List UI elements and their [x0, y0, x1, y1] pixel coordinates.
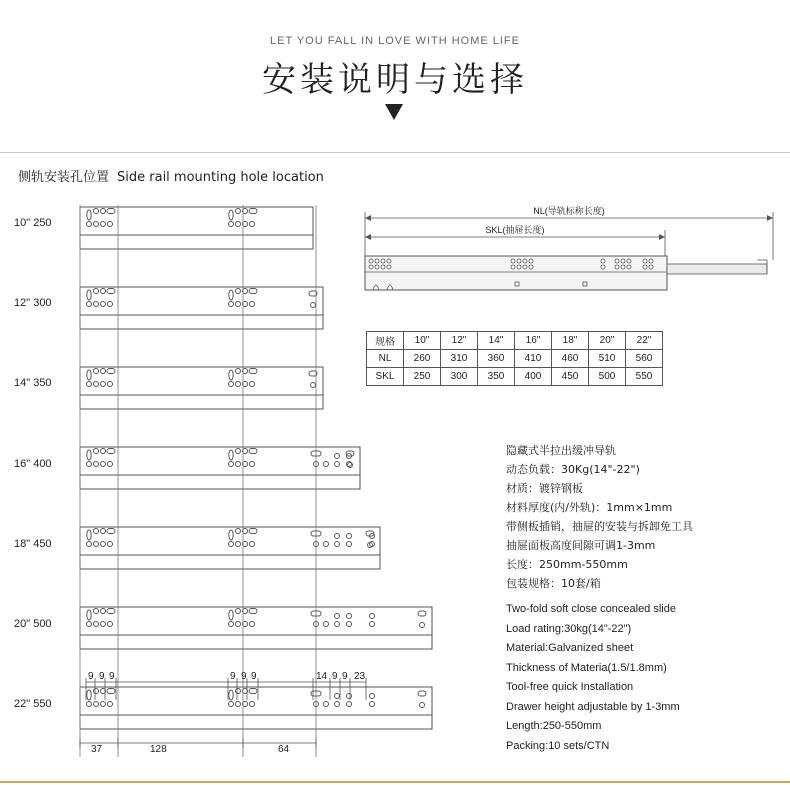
mount-hole	[236, 689, 241, 694]
mount-slot	[249, 529, 257, 534]
slide-hole	[529, 259, 533, 263]
mount-hole	[87, 530, 91, 540]
spec-table	[366, 331, 663, 386]
rear-hole	[347, 542, 352, 547]
slide-hole	[375, 265, 379, 269]
mount-slot	[249, 689, 257, 694]
rear-hole	[347, 702, 352, 707]
nl-label: NL(导轨标称长度)	[533, 206, 605, 216]
slide-hole	[621, 265, 625, 269]
size-label-20: 20" 500	[14, 618, 52, 630]
mount-hole	[108, 382, 113, 387]
slide-hole	[643, 265, 647, 269]
rail-diagram	[80, 527, 380, 569]
slide-hole	[517, 265, 521, 269]
mount-hole	[229, 530, 233, 540]
spec-header-cell: 18"	[552, 332, 589, 350]
slide-hole	[523, 259, 527, 263]
mount-hole	[236, 289, 241, 294]
rail-diagram	[80, 367, 323, 409]
mount-hole	[108, 622, 113, 627]
rear-hole	[347, 694, 352, 699]
mount-hole	[229, 222, 234, 227]
mount-hole	[94, 609, 99, 614]
rail-diagram	[80, 207, 313, 249]
mount-hole	[101, 289, 106, 294]
rear-hole	[370, 622, 375, 627]
mount-hole	[101, 369, 106, 374]
spec-cell: 350	[478, 368, 515, 386]
dim-top-6: 9	[251, 671, 257, 682]
mount-hole	[101, 382, 106, 387]
rear-hole	[335, 454, 340, 459]
info-cn-line: 材质：镀锌钢板	[506, 482, 583, 495]
rail-diagram	[80, 607, 432, 649]
spec-cell: 250	[404, 368, 441, 386]
slide-drawing	[355, 200, 785, 300]
slide-hole	[523, 265, 527, 269]
mount-hole	[229, 622, 234, 627]
dim-top-1: 9	[88, 671, 94, 682]
spec-header-cell: 规格	[367, 332, 404, 350]
mount-hole	[87, 370, 91, 380]
slide-hole	[387, 265, 391, 269]
mount-slot	[107, 369, 115, 374]
rail-body	[80, 287, 323, 315]
spec-header-cell: 16"	[515, 332, 552, 350]
spec-header-cell: 14"	[478, 332, 515, 350]
rear-hole	[324, 622, 329, 627]
mount-hole	[229, 382, 234, 387]
size-label-12: 12" 300	[14, 297, 52, 309]
mount-hole	[108, 542, 113, 547]
rail-lower	[80, 715, 432, 729]
mount-hole	[94, 529, 99, 534]
mount-hole	[94, 542, 99, 547]
dim-top-5: 9	[241, 671, 247, 682]
mount-hole	[87, 450, 91, 460]
spec-cell: 510	[589, 350, 626, 368]
rail-diagram	[80, 687, 432, 729]
mount-hole	[229, 462, 234, 467]
spec-cell: 500	[589, 368, 626, 386]
info-cn-line: 带侧板插销，抽屉的安装与拆卸免工具	[506, 520, 693, 533]
mount-slot	[107, 609, 115, 614]
mount-hole	[229, 210, 233, 220]
mount-hole	[94, 462, 99, 467]
slide-hole	[601, 265, 605, 269]
mount-hole	[236, 542, 241, 547]
size-label-16: 16" 400	[14, 458, 52, 470]
mount-slot	[107, 689, 115, 694]
section-title-en: Side rail mounting hole location	[117, 170, 324, 185]
mount-hole	[236, 609, 241, 614]
size-label-10: 10" 250	[14, 217, 52, 229]
mount-slot	[249, 449, 257, 454]
slide-hole	[387, 259, 391, 263]
mount-hole	[236, 529, 241, 534]
mount-hole	[94, 702, 99, 707]
end-hole	[420, 623, 425, 628]
mount-hole	[108, 462, 113, 467]
mount-hole	[108, 302, 113, 307]
rear-hole	[370, 694, 375, 699]
tagline: LET YOU FALL IN LOVE WITH HOME LIFE	[270, 35, 520, 47]
mount-hole	[236, 302, 241, 307]
footer-rule	[0, 781, 790, 783]
rail-diagram	[80, 447, 360, 489]
spec-header-cell: 10"	[404, 332, 441, 350]
mount-hole	[94, 289, 99, 294]
rail-lower	[80, 635, 432, 649]
info-cn-line: 动态负载：30Kg(14"-22")	[506, 463, 640, 476]
rear-hole	[335, 622, 340, 627]
mount-hole	[94, 449, 99, 454]
size-label-18: 18" 450	[14, 538, 52, 550]
slide-hole	[375, 259, 379, 263]
mount-hole	[101, 622, 106, 627]
rail-body	[80, 607, 432, 635]
slide-hole	[649, 265, 653, 269]
mount-hole	[236, 209, 241, 214]
spec-table-row	[367, 368, 663, 386]
mount-hole	[101, 222, 106, 227]
rail-lower	[80, 555, 380, 569]
info-en-line: Load rating:30kg(14"-22")	[506, 622, 632, 635]
dim-bottom-3: 64	[278, 744, 290, 755]
mount-hole	[229, 610, 233, 620]
mount-hole	[101, 449, 106, 454]
info-en-line: Two-fold soft close concealed slide	[506, 603, 676, 615]
info-cn-line: 材料厚度(内/外轨)：1mm×1mm	[506, 501, 673, 514]
mount-hole	[236, 369, 241, 374]
mount-hole	[87, 542, 92, 547]
mount-hole	[236, 449, 241, 454]
spec-table-header	[367, 332, 663, 350]
slide-hole	[511, 265, 515, 269]
spec-cell: SKL	[367, 368, 404, 386]
info-cn-line: 包装规格：10套/箱	[506, 577, 601, 590]
slide-hole	[615, 265, 619, 269]
rear-hole	[335, 542, 340, 547]
mount-hole	[229, 290, 233, 300]
rear-hole	[335, 534, 340, 539]
info-en-line: Thickness of Materia(1.5/1.8mm)	[506, 661, 667, 674]
mount-hole	[87, 222, 92, 227]
mount-hole	[229, 542, 234, 547]
info-cn-line: 隐藏式半拉出缓冲导轨	[506, 444, 616, 457]
skl-label: SKL(抽屉长度)	[485, 225, 545, 235]
end-hole	[311, 383, 316, 388]
spec-cell: 550	[626, 368, 663, 386]
spec-cell: 450	[552, 368, 589, 386]
spec-header-cell: 22"	[626, 332, 663, 350]
mount-hole	[250, 462, 255, 467]
rear-hole	[347, 622, 352, 627]
mount-hole	[250, 702, 255, 707]
slide-hole	[381, 259, 385, 263]
mount-hole	[108, 702, 113, 707]
mount-hole	[101, 702, 106, 707]
dim-top-4: 9	[230, 671, 236, 682]
mount-slot	[249, 609, 257, 614]
info-en-line: Length:250-550mm	[506, 720, 602, 732]
mount-hole	[236, 622, 241, 627]
mount-hole	[101, 462, 106, 467]
mount-hole	[101, 542, 106, 547]
dim-top-9: 9	[342, 671, 348, 682]
info-cn-line: 长度：250mm-550mm	[506, 558, 628, 571]
dim-bottom-2: 128	[150, 744, 167, 755]
rail-body	[80, 367, 323, 395]
spec-cell: 460	[552, 350, 589, 368]
slide-hole	[601, 259, 605, 263]
spec-cell: 560	[626, 350, 663, 368]
mount-slot	[249, 369, 257, 374]
mount-hole	[229, 370, 233, 380]
mount-slot	[107, 209, 115, 214]
mount-hole	[101, 302, 106, 307]
rail-lower	[80, 315, 323, 329]
mount-hole	[87, 610, 91, 620]
rail-lower	[80, 235, 313, 249]
mount-hole	[94, 222, 99, 227]
spec-cell: NL	[367, 350, 404, 368]
mount-hole	[87, 210, 91, 220]
info-en-line: Drawer height adjustable by 1-3mm	[506, 700, 680, 713]
slide-hole	[643, 259, 647, 263]
mount-hole	[87, 462, 92, 467]
slide-hole	[511, 259, 515, 263]
rear-hole	[335, 694, 340, 699]
dim-top-2: 9	[99, 671, 105, 682]
rear-hole	[370, 702, 375, 707]
mount-slot	[107, 449, 115, 454]
slide-hole	[529, 265, 533, 269]
mount-hole	[229, 302, 234, 307]
slide-hole	[517, 259, 521, 263]
slide-hole	[627, 259, 631, 263]
mount-hole	[94, 302, 99, 307]
end-hole	[420, 703, 425, 708]
info-en-block	[506, 600, 680, 756]
mount-hole	[101, 609, 106, 614]
mount-hole	[229, 690, 233, 700]
spec-table-row	[367, 350, 663, 368]
mount-hole	[250, 382, 255, 387]
size-label-14: 14" 350	[14, 377, 52, 389]
spec-header-cell: 20"	[589, 332, 626, 350]
rear-hole	[347, 534, 352, 539]
mount-hole	[250, 542, 255, 547]
mount-hole	[94, 689, 99, 694]
rear-hole	[324, 702, 329, 707]
mount-slot	[107, 529, 115, 534]
section-title-cn: 侧轨安装孔位置	[18, 170, 110, 185]
spec-cell: 310	[441, 350, 478, 368]
mount-hole	[236, 222, 241, 227]
rail-lower	[80, 395, 323, 409]
dim-top-3: 9	[109, 671, 115, 682]
rail-body	[80, 687, 432, 715]
dim-bottom-1: 37	[91, 744, 103, 755]
spec-cell: 360	[478, 350, 515, 368]
mount-hole	[87, 382, 92, 387]
mount-hole	[101, 529, 106, 534]
rear-hole	[370, 614, 375, 619]
mount-hole	[250, 222, 255, 227]
spec-cell: 260	[404, 350, 441, 368]
rear-hole	[335, 702, 340, 707]
spec-cell: 410	[515, 350, 552, 368]
end-slot	[418, 611, 426, 616]
slide-hole	[621, 259, 625, 263]
slide-hole	[369, 259, 373, 263]
spec-header-cell: 12"	[441, 332, 478, 350]
mount-hole	[87, 622, 92, 627]
mount-slot	[107, 289, 115, 294]
mount-hole	[229, 450, 233, 460]
mount-hole	[87, 290, 91, 300]
mount-hole	[229, 702, 234, 707]
mount-hole	[236, 462, 241, 467]
dim-top-8: 9	[332, 671, 338, 682]
dim-top-10: 23	[354, 671, 366, 682]
slide-hole	[615, 259, 619, 263]
mount-hole	[94, 209, 99, 214]
mount-hole	[101, 209, 106, 214]
info-cn-line: 抽屉面板高度间隙可调1-3mm	[506, 539, 656, 552]
info-cn-block	[506, 441, 693, 593]
rail-diagram	[80, 287, 323, 329]
rail-body	[80, 527, 380, 555]
end-hole	[311, 303, 316, 308]
mount-hole	[87, 702, 92, 707]
rail-lower	[80, 475, 360, 489]
rear-hole	[335, 614, 340, 619]
slide-hole	[627, 265, 631, 269]
info-en-line: Tool-free quick Installation	[506, 681, 634, 693]
info-en-line: Packing:10 sets/CTN	[506, 739, 610, 752]
dim-top-7: 14	[316, 671, 328, 682]
mount-hole	[250, 302, 255, 307]
rear-hole	[324, 462, 329, 467]
mount-hole	[236, 382, 241, 387]
page-title: 安装说明与选择	[262, 60, 528, 100]
spec-cell: 300	[441, 368, 478, 386]
mount-hole	[94, 622, 99, 627]
mount-hole	[87, 690, 91, 700]
mount-slot	[249, 209, 257, 214]
mount-hole	[108, 222, 113, 227]
size-label-22: 22" 550	[14, 698, 52, 710]
slide-hole	[369, 265, 373, 269]
rear-hole	[347, 614, 352, 619]
mount-hole	[250, 622, 255, 627]
end-slot	[418, 691, 426, 696]
spec-cell: 400	[515, 368, 552, 386]
mount-hole	[94, 382, 99, 387]
slide-hole	[649, 259, 653, 263]
slide-hole	[381, 265, 385, 269]
rear-hole	[324, 542, 329, 547]
rear-hole	[335, 462, 340, 467]
mount-slot	[249, 289, 257, 294]
info-en-line: Material:Galvanized sheet	[506, 642, 634, 654]
mount-hole	[236, 702, 241, 707]
mount-hole	[94, 369, 99, 374]
mount-hole	[87, 302, 92, 307]
